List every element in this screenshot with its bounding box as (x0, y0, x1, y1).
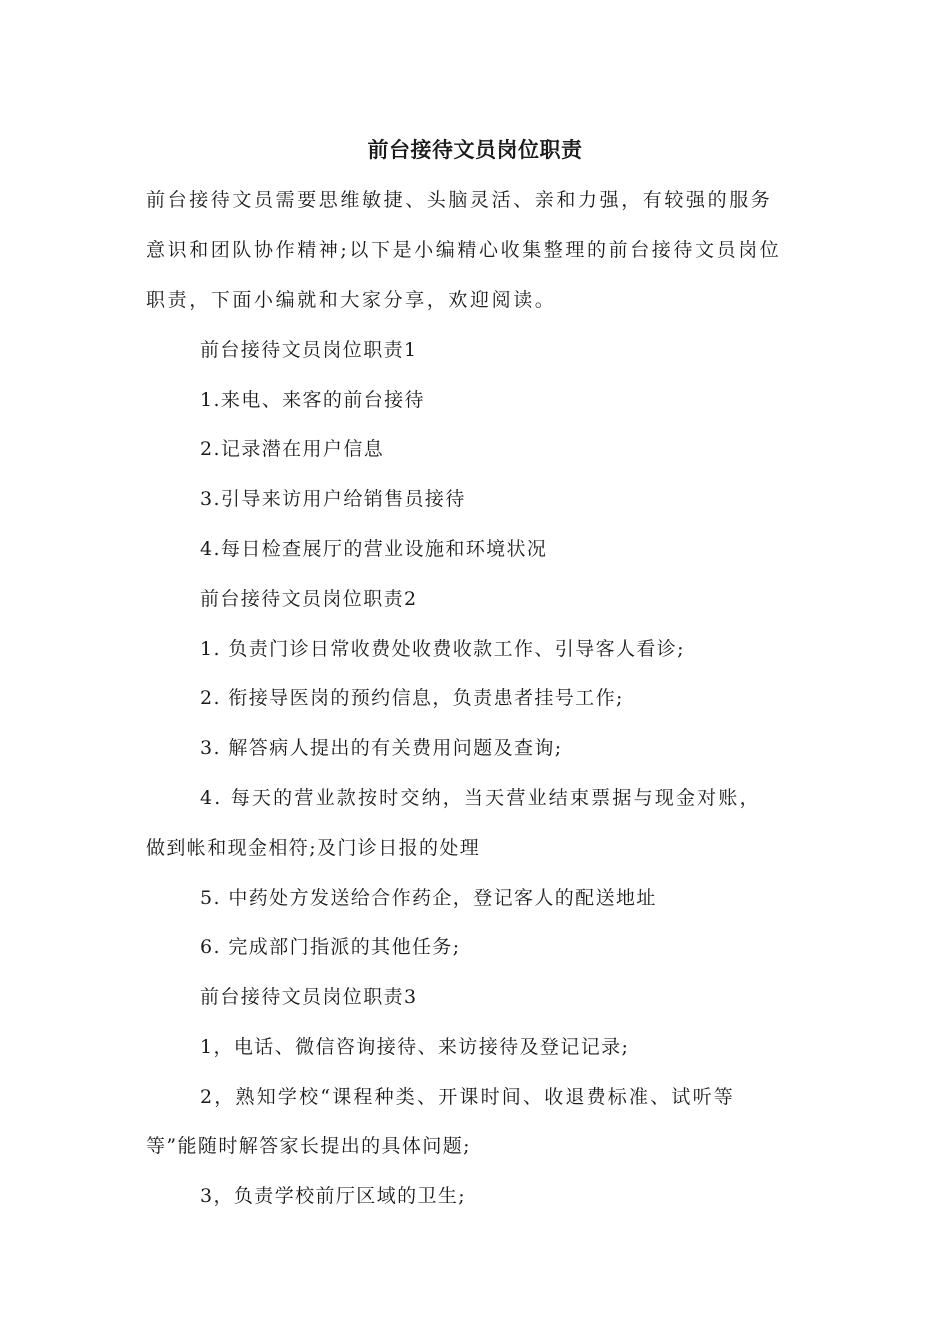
section1-item-2: 2.记录潜在用户信息 (200, 438, 385, 460)
section2-item-6: 6. 完成部门指派的其他任务; (200, 936, 461, 958)
intro-line-1: 前台接待文员需要思维敏捷、头脑灵活、亲和力强，有较强的服务 (146, 189, 773, 211)
section2-item-4-line-1: 4. 每天的营业款按时交纳，当天营业结束票据与现金对账， (200, 787, 761, 809)
section2-item-2: 2. 衔接导医岗的预约信息，负责患者挂号工作; (200, 687, 624, 709)
section1-item-4: 4.每日检查展厅的营业设施和环境状况 (200, 538, 548, 560)
section1-item-3: 3.引导来访用户给销售员接待 (200, 488, 466, 510)
section3-item-2-line-1: 2，熟知学校“课程种类、开课时间、收退费标准、试听等 (200, 1086, 736, 1108)
section1-heading: 前台接待文员岗位职责1 (200, 339, 418, 361)
section3-item-2-line-2: 等”能随时解答家长提出的具体问题; (146, 1135, 471, 1157)
section1-item-1: 1.来电、来客的前台接待 (200, 389, 425, 411)
section3-heading: 前台接待文员岗位职责3 (200, 986, 418, 1008)
intro-line-3: 职责，下面小编就和大家分享，欢迎阅读。 (146, 289, 557, 311)
section2-item-3: 3. 解答病人提出的有关费用问题及查询; (200, 737, 563, 759)
section2-item-1: 1. 负责门诊日常收费处收费收款工作、引导客人看诊; (200, 638, 685, 660)
section3-item-1: 1，电话、微信咨询接待、来访接待及登记记录; (200, 1036, 630, 1058)
document-title: 前台接待文员岗位职责 (367, 138, 583, 162)
intro-line-2: 意识和团队协作精神;以下是小编精心收集整理的前台接待文员岗位 (146, 239, 782, 261)
section3-item-3: 3，负责学校前厅区域的卫生; (200, 1185, 467, 1207)
section2-item-5: 5. 中药处方发送给合作药企，登记客人的配送地址 (200, 887, 657, 909)
section2-heading: 前台接待文员岗位职责2 (200, 588, 418, 610)
section2-item-4-line-2: 做到帐和现金相符;及门诊日报的处理 (146, 837, 481, 859)
